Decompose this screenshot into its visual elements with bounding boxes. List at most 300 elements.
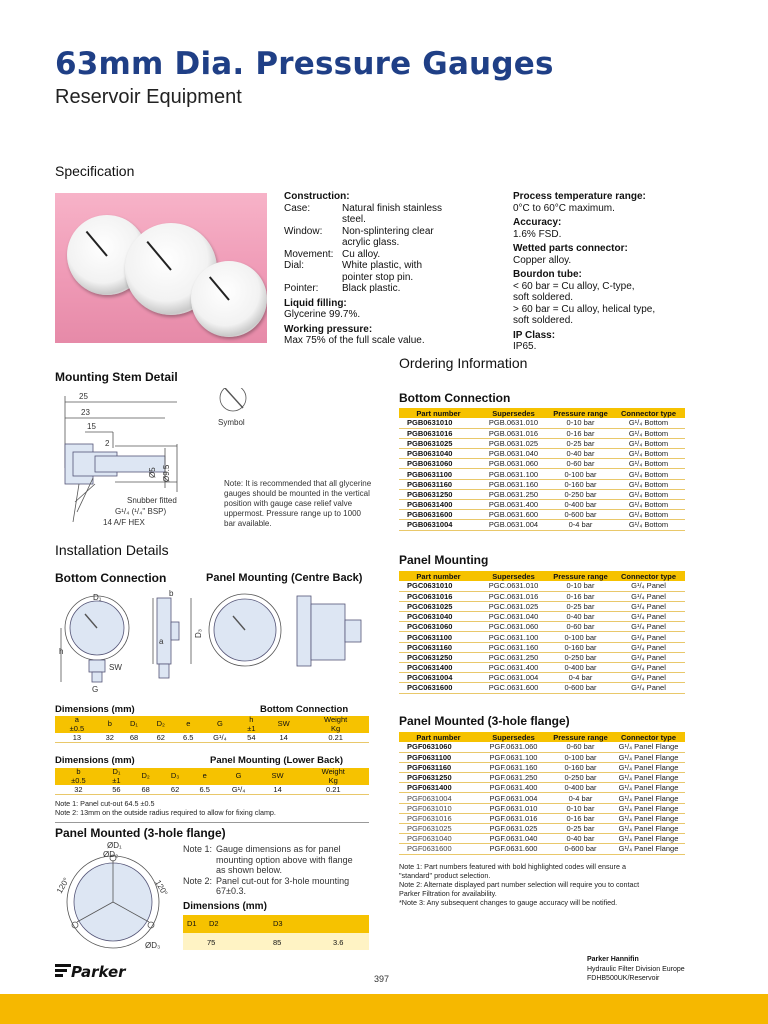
spec-key: Window:	[284, 225, 323, 237]
wetted-value: Copper alloy.	[513, 254, 572, 266]
flange-drawing	[55, 842, 175, 954]
part-number-cell: PGF0631160	[399, 762, 478, 772]
ordering-note-2: Note 2: Alternate displayed part number selection will require you to contact Parker Filtration for availability.	[399, 880, 640, 898]
supersedes-cell: PGF.0631.250	[478, 773, 549, 783]
part-number-cell: PGB0631100	[399, 469, 478, 479]
spec-value: White plastic, with pointer stop pin.	[342, 260, 423, 283]
connector-type-cell: G¹/₄ Panel Flange	[612, 742, 685, 752]
part-number-cell: PGF0631025	[399, 824, 478, 834]
supersedes-cell: PGC.0631.004	[478, 673, 549, 683]
dims-note-1: Note 1: Panel cut-out 64.5 ±0.5	[55, 799, 155, 808]
table-row	[399, 824, 685, 834]
dims-header: D₂	[131, 768, 160, 785]
dims-header: SW	[265, 716, 302, 733]
flange-dims-header: D1	[187, 919, 197, 928]
pressure-range-cell: 0-4 bar	[549, 520, 612, 530]
panel-centre-back-heading: Panel Mounting (Centre Back)	[206, 572, 363, 584]
column-header: Pressure range	[549, 571, 612, 581]
table-row	[399, 742, 685, 752]
part-number-cell: PGF0631016	[399, 813, 478, 823]
pressure-range-cell: 0-100 bar	[549, 469, 612, 479]
part-number-cell: PGF0631600	[399, 844, 478, 854]
drawing-label: a	[159, 637, 164, 646]
part-number-cell: PGB0631004	[399, 520, 478, 530]
flange-dims-row	[183, 933, 369, 950]
table-row	[399, 622, 685, 632]
dims-header: Weight Kg	[302, 716, 369, 733]
symbol-label: Symbol	[218, 418, 245, 427]
construction-list	[284, 203, 454, 295]
ordering-heading: Ordering Information	[399, 355, 528, 371]
dims-cell: 56	[102, 785, 131, 795]
drawing-label: h	[59, 647, 64, 656]
pressure-range-cell: 0-4 bar	[549, 793, 612, 803]
spec-value: Cu alloy.	[342, 248, 381, 260]
dims-header: D₂	[147, 716, 174, 733]
table-row	[399, 612, 685, 622]
page-number: 397	[374, 974, 390, 984]
supersedes-cell: PGF.0631.025	[478, 824, 549, 834]
flange-dims-cell: 75	[207, 938, 216, 947]
dim-label: 23	[81, 408, 90, 417]
footer-company: Parker Hannifin	[587, 956, 639, 963]
ordering-bottom-title: Bottom Connection	[399, 391, 511, 405]
part-number-cell: PGF0631250	[399, 773, 478, 783]
dims-bottom-label: Dimensions (mm)	[55, 704, 135, 715]
supersedes-cell: PGB.0631.010	[478, 418, 549, 428]
supersedes-cell: PGF.0631.016	[478, 813, 549, 823]
flange-note-2: Panel cut-out for 3-hole mounting 67±0.3.	[216, 875, 350, 896]
parker-logo	[55, 961, 127, 981]
part-number-cell: PGC0631025	[399, 601, 478, 611]
part-number-cell: PGF0631010	[399, 803, 478, 813]
table-row	[399, 632, 685, 642]
part-number-cell: PGB0631040	[399, 449, 478, 459]
table-row	[399, 438, 685, 448]
bourdon-value-1: < 60 bar = Cu alloy, C-type,	[513, 280, 635, 292]
connector-type-cell: G¹/₄ Bottom	[612, 459, 685, 469]
dims-bottom-title: Bottom Connection	[260, 704, 349, 715]
dims-cell: 13	[55, 733, 99, 743]
divider	[55, 822, 369, 823]
part-number-cell: PGB0631016	[399, 428, 478, 438]
supersedes-cell: PGF.0631.010	[478, 803, 549, 813]
drawing-label: ØD₂	[103, 850, 119, 859]
connector-type-cell: G¹/₄ Panel Flange	[612, 803, 685, 813]
table-row	[399, 803, 685, 813]
hex-label: 14 A/F HEX	[103, 518, 145, 527]
ordering-panel-table	[399, 571, 685, 694]
dims-lower-back-label: Dimensions (mm)	[55, 755, 135, 766]
page-subtitle: Reservoir Equipment	[55, 86, 242, 108]
liquid-filling-value: Glycerine 99.7%.	[284, 309, 361, 320]
pressure-range-cell: 0-100 bar	[549, 752, 612, 762]
supersedes-cell: PGF.0631.060	[478, 742, 549, 752]
three-hole-heading: Panel Mounted (3-hole flange)	[55, 826, 226, 840]
table-row	[399, 813, 685, 823]
mounting-note: Note: It is recommended that all glycerine gauges should be mounted in the vertical position with gauge case relief valve uppermost. Pressure range up to 1000 bar available.	[224, 479, 372, 528]
drawing-label: 120°	[153, 878, 170, 898]
supersedes-cell: PGC.0631.250	[478, 652, 549, 662]
supersedes-cell: PGC.0631.400	[478, 663, 549, 673]
supersedes-cell: PGB.0631.160	[478, 479, 549, 489]
table-row	[399, 844, 685, 854]
installation-heading: Installation Details	[55, 542, 169, 558]
column-header: Pressure range	[549, 408, 612, 418]
flange-dims-cell: 3.6	[333, 938, 344, 947]
dims-cell: 68	[131, 785, 160, 795]
supersedes-cell: PGF.0631.400	[478, 783, 549, 793]
pressure-range-cell: 0-25 bar	[549, 824, 612, 834]
dims-cell: 14	[265, 733, 302, 743]
dims-cell: 62	[160, 785, 190, 795]
pressure-range-cell: 0-25 bar	[549, 438, 612, 448]
part-number-cell: PGB0631025	[399, 438, 478, 448]
part-number-cell: PGC0631160	[399, 642, 478, 652]
supersedes-cell: PGB.0631.016	[478, 428, 549, 438]
column-header: Supersedes	[478, 732, 549, 742]
supersedes-cell: PGC.0631.010	[478, 581, 549, 591]
dims-cell: G¹/₄	[219, 785, 257, 795]
pressure-range-cell: 0-40 bar	[549, 612, 612, 622]
footer-division: Hydraulic Filter Division Europe	[587, 966, 685, 973]
drawing-label: D₃	[194, 628, 203, 638]
drawing-label: ØD₃	[145, 941, 161, 950]
column-header: Connector type	[612, 732, 685, 742]
flange-dims-header: D2	[209, 919, 219, 928]
supersedes-cell: PGC.0631.016	[478, 591, 549, 601]
pressure-range-cell: 0-4 bar	[549, 673, 612, 683]
connector-type-cell: G¹/₄ Bottom	[612, 449, 685, 459]
dims-lower-back-table	[55, 768, 369, 795]
flange-dims-table	[183, 915, 369, 950]
part-number-cell: PGB0631010	[399, 418, 478, 428]
dims-cell: 32	[55, 785, 102, 795]
dims-cell: 54	[238, 733, 265, 743]
drawing-label: b	[169, 589, 174, 598]
connector-type-cell: G¹/₄ Bottom	[612, 418, 685, 428]
dim-label: 15	[87, 422, 96, 431]
dims-cell: 6.5	[174, 733, 202, 743]
part-number-cell: PGF0631060	[399, 742, 478, 752]
dims-header: h ±1	[238, 716, 265, 733]
supersedes-cell: PGB.0631.250	[478, 489, 549, 499]
connector-type-cell: G¹/₄ Panel	[612, 673, 685, 683]
dims-header: Weight Kg	[298, 768, 369, 785]
table-row	[399, 683, 685, 693]
table-row	[399, 601, 685, 611]
dims-header: a ±0.5	[55, 716, 99, 733]
dims-cell: 62	[147, 733, 174, 743]
bourdon-value-2: soft soldered.	[513, 292, 574, 303]
supersedes-cell: PGC.0631.025	[478, 601, 549, 611]
connector-type-cell: G¹/₄ Bottom	[612, 500, 685, 510]
pressure-range-cell: 0-60 bar	[549, 742, 612, 752]
dim-label: Ø5	[148, 467, 157, 478]
bourdon-label: Bourdon tube:	[513, 269, 582, 280]
connector-type-cell: G¹/₄ Panel Flange	[612, 844, 685, 854]
dims-header: D₃	[160, 768, 190, 785]
part-number-cell: PGB0631600	[399, 510, 478, 520]
connector-type-cell: G¹/₄ Panel	[612, 601, 685, 611]
snubber-label: Snubber fitted	[127, 496, 177, 505]
spec-value: Black plastic.	[342, 283, 401, 294]
pressure-range-cell: 0-16 bar	[549, 591, 612, 601]
dims-lower-back-title: Panel Mounting (Lower Back)	[210, 755, 344, 766]
dims-cell: 14	[258, 785, 298, 795]
pressure-range-cell: 0-250 bar	[549, 773, 612, 783]
ordering-flange-table	[399, 732, 685, 855]
table-row	[399, 500, 685, 510]
pressure-range-cell: 0-160 bar	[549, 762, 612, 772]
page-title: 63mm Dia. Pressure Gauges	[55, 46, 554, 82]
dims-cell: G¹/₄	[202, 733, 238, 743]
pressure-range-cell: 0-16 bar	[549, 813, 612, 823]
pressure-range-cell: 0-600 bar	[549, 510, 612, 520]
dims-header: SW	[258, 768, 298, 785]
table-row	[399, 489, 685, 499]
table-row	[399, 673, 685, 683]
table-row	[399, 752, 685, 762]
table-row	[399, 652, 685, 662]
spec-value: Non-splintering clear acrylic glass.	[342, 225, 434, 248]
dims-header: b ±0.5	[55, 768, 102, 785]
supersedes-cell: PGF.0631.040	[478, 834, 549, 844]
process-spec	[513, 191, 713, 353]
flange-dims-cell: 85	[273, 938, 282, 947]
part-number-cell: PGB0631060	[399, 459, 478, 469]
connector-type-cell: G¹/₄ Panel	[612, 663, 685, 673]
connector-type-cell: G¹/₄ Panel Flange	[612, 752, 685, 762]
dim-label: 2	[105, 439, 110, 448]
dims-header: e	[190, 768, 220, 785]
process-temp-value: 0°C to 60°C maximum.	[513, 202, 615, 214]
connector-type-cell: G¹/₄ Panel Flange	[612, 773, 685, 783]
table-row	[399, 834, 685, 844]
supersedes-cell: PGF.0631.600	[478, 844, 549, 854]
spec-key: Case:	[284, 202, 311, 214]
ip-label: IP Class:	[513, 329, 556, 341]
dims-header: D₁	[121, 716, 147, 733]
pressure-range-cell: 0-160 bar	[549, 642, 612, 652]
dims-cell: 0.21	[302, 733, 369, 743]
part-number-cell: PGC0631040	[399, 612, 478, 622]
part-number-cell: PGB0631400	[399, 500, 478, 510]
footer-code: FDHB500UK/Reservoir	[587, 975, 660, 982]
table-row	[399, 469, 685, 479]
part-number-cell: PGB0631160	[399, 479, 478, 489]
spec-key: Movement:	[284, 248, 334, 260]
connector-type-cell: G¹/₄ Bottom	[612, 520, 685, 530]
construction-spec	[284, 191, 454, 347]
table-row	[399, 581, 685, 591]
pressure-range-cell: 0-400 bar	[549, 783, 612, 793]
accuracy-label: Accuracy:	[513, 217, 562, 228]
table-row	[399, 459, 685, 469]
process-temp-label: Process temperature range:	[513, 191, 646, 202]
flange-dims-label: Dimensions (mm)	[183, 901, 267, 912]
ordering-panel-title: Panel Mounting	[399, 553, 489, 567]
part-number-cell: PGC0631004	[399, 673, 478, 683]
table-row	[399, 591, 685, 601]
pressure-range-cell: 0-400 bar	[549, 663, 612, 673]
part-number-cell: PGF0631400	[399, 783, 478, 793]
drawing-label: 120°	[55, 876, 72, 895]
supersedes-cell: PGF.0631.004	[478, 793, 549, 803]
dims-header: b	[99, 716, 121, 733]
connector-type-cell: G¹/₄ Panel	[612, 642, 685, 652]
supersedes-cell: PGC.0631.600	[478, 683, 549, 693]
accuracy-value: 1.6% FSD.	[513, 228, 562, 240]
installation-drawings	[55, 588, 375, 694]
flange-note-1: Gauge dimensions as for panel mounting option above with flange as shown below.	[216, 844, 353, 875]
column-header: Part number	[399, 571, 478, 581]
connector-type-cell: G¹/₄ Bottom	[612, 469, 685, 479]
pressure-range-cell: 0-400 bar	[549, 500, 612, 510]
table-row	[399, 449, 685, 459]
table-row	[399, 479, 685, 489]
pressure-range-cell: 0-600 bar	[549, 683, 612, 693]
part-number-cell: PGC0631100	[399, 632, 478, 642]
pressure-range-cell: 0-60 bar	[549, 459, 612, 469]
pressure-range-cell: 0-25 bar	[549, 601, 612, 611]
pressure-range-cell: 0-40 bar	[549, 449, 612, 459]
dims-note-2: Note 2: 13mm on the outside radius required to allow for fixing clamp.	[55, 808, 276, 817]
connector-type-cell: G¹/₄ Bottom	[612, 489, 685, 499]
specification-heading: Specification	[55, 163, 135, 179]
thread-label: G¹/₄ (¹/₄" BSP)	[115, 507, 167, 516]
part-number-cell: PGC0631400	[399, 663, 478, 673]
part-number-cell: PGF0631004	[399, 793, 478, 803]
supersedes-cell: PGC.0631.040	[478, 612, 549, 622]
part-number-cell: PGF0631040	[399, 834, 478, 844]
supersedes-cell: PGB.0631.004	[478, 520, 549, 530]
supersedes-cell: PGC.0631.100	[478, 632, 549, 642]
column-header: Connector type	[612, 571, 685, 581]
connector-type-cell: G¹/₄ Panel	[612, 652, 685, 662]
table-row	[399, 793, 685, 803]
dims-cell: 68	[121, 733, 147, 743]
spec-value: Natural finish stainless steel.	[342, 202, 443, 225]
part-number-cell: PGF0631100	[399, 752, 478, 762]
ordering-bottom-table	[399, 408, 685, 531]
dims-header: G	[219, 768, 257, 785]
connector-type-cell: G¹/₄ Panel Flange	[612, 824, 685, 834]
connector-type-cell: G¹/₄ Panel	[612, 632, 685, 642]
part-number-cell: PGB0631250	[399, 489, 478, 499]
column-header: Part number	[399, 732, 478, 742]
flange-note-2-label: Note 2:	[183, 875, 213, 886]
ordering-flange-title: Panel Mounted (3-hole flange)	[399, 714, 570, 728]
table-row	[399, 663, 685, 673]
connector-type-cell: G¹/₄ Bottom	[612, 479, 685, 489]
ordering-note-3: *Note 3: Any subsequent changes to gauge accuracy will be notified.	[399, 898, 618, 907]
pressure-range-cell: 0-40 bar	[549, 834, 612, 844]
logo-text: Parker	[71, 963, 126, 981]
drawing-label: ØD₁	[107, 842, 122, 850]
drawing-label: SW	[109, 663, 122, 672]
bourdon-value-3: > 60 bar = Cu alloy, helical type,	[513, 303, 656, 315]
ip-value: IP65.	[513, 341, 537, 352]
supersedes-cell: PGF.0631.160	[478, 762, 549, 772]
pressure-range-cell: 0-250 bar	[549, 489, 612, 499]
ordering-note-1: Note 1: Part numbers featured with bold highlighted codes will ensure a "standard" product selection.	[399, 862, 626, 880]
spec-key: Pointer:	[284, 283, 319, 294]
table-row	[399, 642, 685, 652]
column-header: Supersedes	[478, 571, 549, 581]
supersedes-cell: PGB.0631.060	[478, 459, 549, 469]
connector-type-cell: G¹/₄ Panel Flange	[612, 762, 685, 772]
footer-bar	[0, 994, 768, 1024]
working-pressure-label: Working pressure:	[284, 323, 373, 335]
pressure-range-cell: 0-10 bar	[549, 418, 612, 428]
supersedes-cell: PGC.0631.060	[478, 622, 549, 632]
bourdon-value-4: soft soldered.	[513, 315, 574, 326]
part-number-cell: PGC0631016	[399, 591, 478, 601]
supersedes-cell: PGB.0631.600	[478, 510, 549, 520]
drawing-label: G	[92, 685, 99, 694]
supersedes-cell: PGB.0631.100	[478, 469, 549, 479]
connector-type-cell: G¹/₄ Panel Flange	[612, 834, 685, 844]
gauge-image-3	[191, 261, 267, 337]
connector-type-cell: G¹/₄ Bottom	[612, 510, 685, 520]
column-header: Part number	[399, 408, 478, 418]
mounting-stem-heading: Mounting Stem Detail	[55, 370, 178, 384]
supersedes-cell: PGB.0631.040	[478, 449, 549, 459]
flange-notes	[183, 844, 363, 897]
table-row	[399, 762, 685, 772]
connector-type-cell: G¹/₄ Panel Flange	[612, 793, 685, 803]
dim-label: 25	[79, 392, 88, 401]
construction-label: Construction:	[284, 191, 350, 202]
pressure-range-cell: 0-250 bar	[549, 652, 612, 662]
part-number-cell: PGC0631600	[399, 683, 478, 693]
dims-header: G	[202, 716, 238, 733]
connector-type-cell: G¹/₄ Panel	[612, 612, 685, 622]
part-number-cell: PGC0631060	[399, 622, 478, 632]
pressure-range-cell: 0-160 bar	[549, 479, 612, 489]
column-header: Connector type	[612, 408, 685, 418]
column-header: Supersedes	[478, 408, 549, 418]
pressure-range-cell: 0-16 bar	[549, 428, 612, 438]
connector-type-cell: G¹/₄ Bottom	[612, 438, 685, 448]
connector-type-cell: G¹/₄ Panel Flange	[612, 813, 685, 823]
liquid-filling-label: Liquid filling:	[284, 297, 347, 309]
dim-label: Ø9.5	[162, 464, 171, 482]
table-row	[399, 418, 685, 428]
pressure-range-cell: 0-100 bar	[549, 632, 612, 642]
table-row	[399, 783, 685, 793]
part-number-cell: PGC0631010	[399, 581, 478, 591]
dims-header: D₁ ±1	[102, 768, 131, 785]
connector-type-cell: G¹/₄ Bottom	[612, 428, 685, 438]
working-pressure-value: Max 75% of the full scale value.	[284, 335, 425, 346]
pressure-range-cell: 0-10 bar	[549, 803, 612, 813]
part-number-cell: PGC0631250	[399, 652, 478, 662]
connector-type-cell: G¹/₄ Panel	[612, 581, 685, 591]
pressure-range-cell: 0-60 bar	[549, 622, 612, 632]
bottom-connection-heading: Bottom Connection	[55, 571, 167, 585]
drawing-label: D₁	[93, 593, 102, 602]
connector-type-cell: G¹/₄ Panel	[612, 683, 685, 693]
table-row	[399, 428, 685, 438]
supersedes-cell: PGB.0631.400	[478, 500, 549, 510]
product-photo	[55, 193, 267, 343]
column-header: Pressure range	[549, 732, 612, 742]
table-row	[399, 520, 685, 530]
connector-type-cell: G¹/₄ Panel Flange	[612, 783, 685, 793]
supersedes-cell: PGB.0631.025	[478, 438, 549, 448]
